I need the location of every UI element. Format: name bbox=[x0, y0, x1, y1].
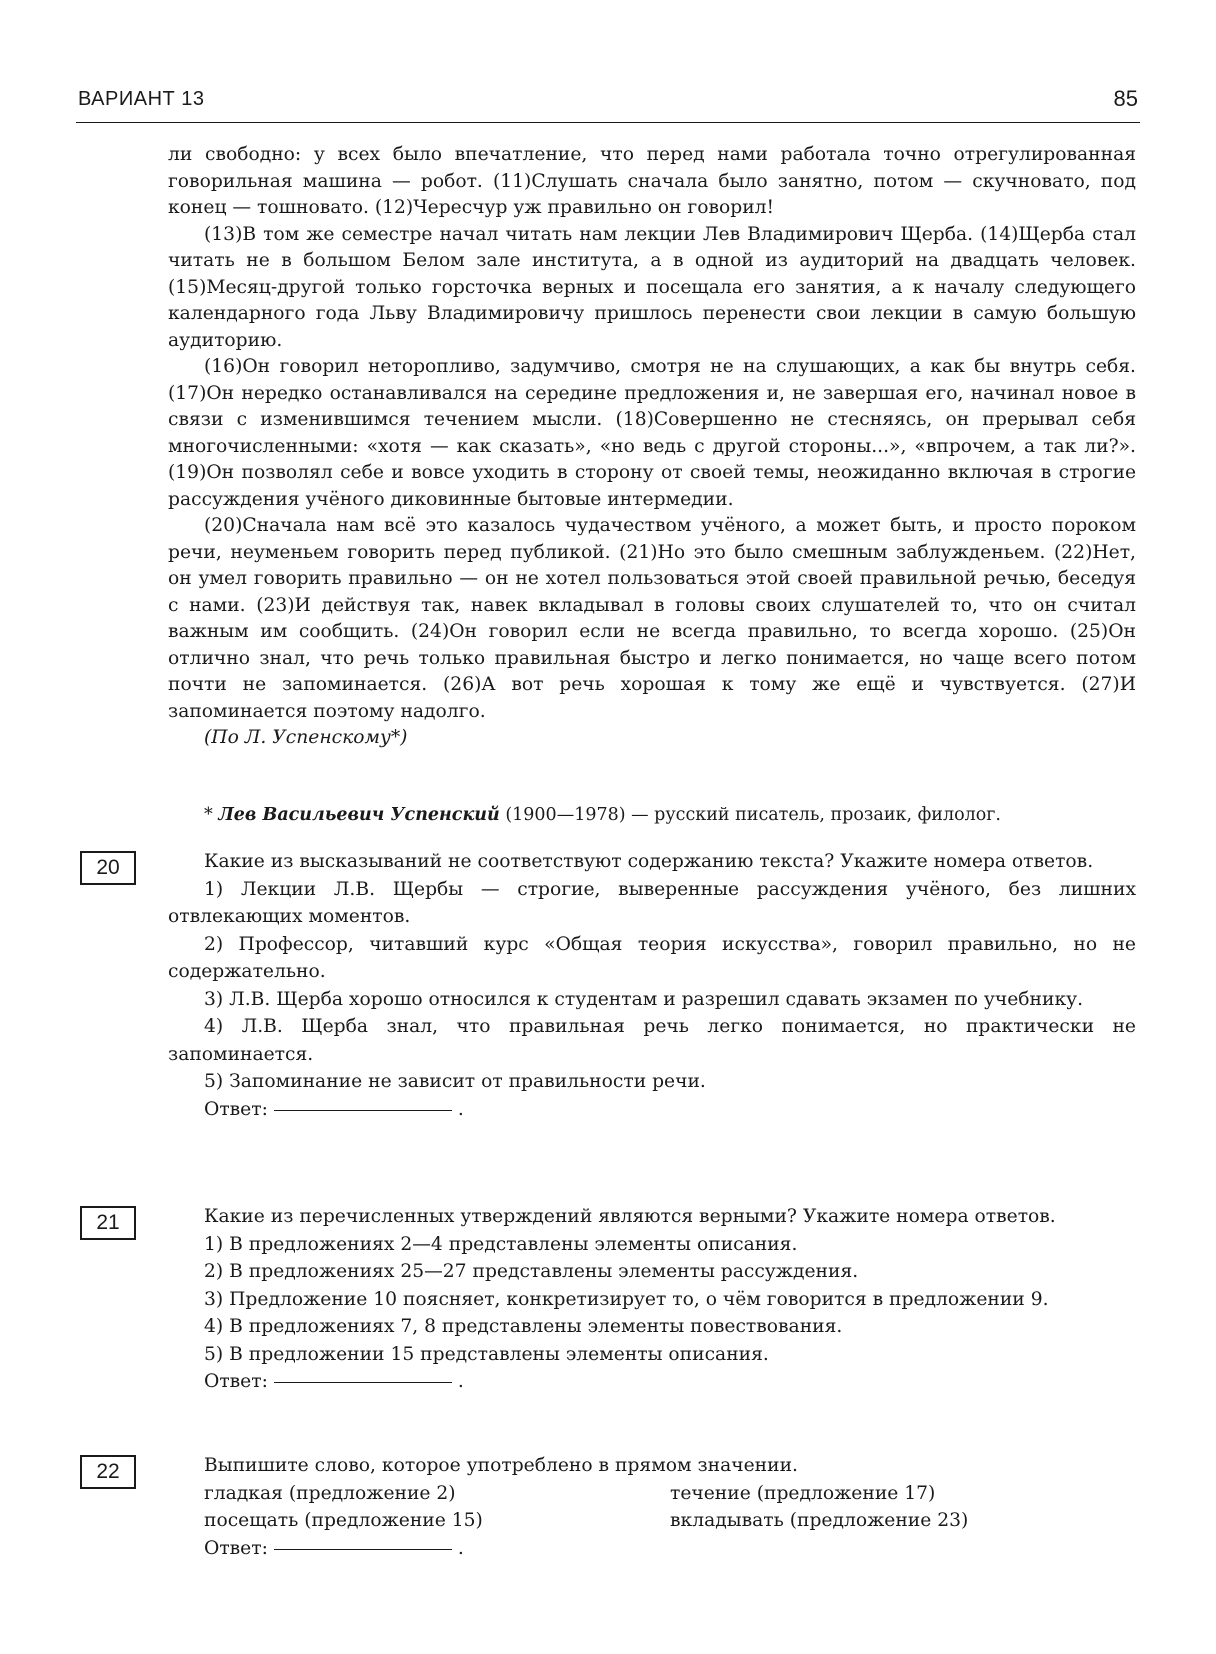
task-body bbox=[168, 1452, 1136, 1562]
variant-title: ВАРИАНТ 13 bbox=[78, 88, 205, 110]
footnote-marker: * bbox=[204, 805, 219, 825]
header-rule bbox=[76, 122, 1140, 123]
word-option: течение (предложение 17) bbox=[670, 1482, 936, 1504]
answer-option: 5) В предложении 15 представлены элементы описания. bbox=[204, 1343, 769, 1365]
task-body bbox=[168, 1203, 1136, 1396]
answer-row bbox=[168, 1535, 1136, 1563]
text-source: (По Л. Успенскому*) bbox=[204, 727, 408, 748]
answer-field[interactable] bbox=[274, 1382, 452, 1383]
answer-option: 3) Л.В. Щерба хорошо относился к студентам и разрешил сдавать экзамен по учебнику. bbox=[204, 988, 1084, 1010]
answer-label: Ответ: bbox=[204, 1371, 268, 1392]
text-paragraph: (13)В том же семестре начал читать нам лекции Лев Владимирович Щерба. (14)Щерба стал читать не в большом Белом зале института, а в одной из аудиторий на двадцать человек. (15)Месяц-другой только горсточка верных и посещала его занятия, а к началу следующего календарного года Льву Владимировичу пришлось перенести свои лекции в самую большую аудиторию. bbox=[168, 223, 1136, 351]
text-paragraph: (16)Он говорил неторопливо, задумчиво, смотря не на слушающих, а как бы внутрь себя. (17)Он нередко останавливался на середине предложения и, не завершая его, начинал новое в связи с изменившимся течением мысли. (18)Совершенно не стесняясь, он прерывал себя многочисленными: «хотя — как сказать», «но ведь с другой стороны...», «впрочем, а так ли?». (19)Он позволял себе и вовсе уходить в сторону от своей темы, неожиданно включая в строгие рассуждения учёного диковинные бытовые интермедии. bbox=[168, 356, 1136, 510]
answer-field[interactable] bbox=[274, 1110, 452, 1111]
answer-option: 1) В предложениях 2—4 представлены элементы описания. bbox=[204, 1233, 798, 1255]
task-question: Какие из высказываний не соответствуют содержанию текста? Укажите номера ответов. bbox=[204, 851, 1094, 872]
footnote-text: (1900—1978) — русский писатель, прозаик, филолог. bbox=[499, 805, 1001, 825]
answer-option: 1) Лекции Л.В. Щербы — строгие, выверенные рассуждения учёного, без лишних отвлекающих моментов. bbox=[168, 878, 1136, 927]
answer-option: 3) Предложение 10 поясняет, конкретизирует то, о чём говорится в предложении 9. bbox=[204, 1288, 1049, 1310]
text-paragraph: (20)Сначала нам всё это казалось чудачеством учёного, а может быть, и просто пороком речи, неуменьем говорить перед публикой. (21)Но это было смешным заблужденьем. (22)Нет, он умел говорить правильно — он не хотел пользоваться этой своей правильной речью, беседуя с нами. (23)И действуя так, навек вкладывал в головы своих слушателей то, что он считал важным им сообщить. (24)Он говорил если не всегда правильно, то всегда хорошо. (25)Он отлично знал, что речь только правильная быстро и легко понимается, но чаще всего потом почти не запоминается. (26)А вот речь хорошая к тому же ещё и чувствуется. (27)И запоминается поэтому надолго. bbox=[168, 515, 1136, 722]
answer-row bbox=[168, 1368, 1136, 1396]
answer-option: 2) Профессор, читавший курс «Общая теория искусства», говорил правильно, но не содержательно. bbox=[168, 933, 1136, 982]
answer-option: 4) Л.В. Щерба знал, что правильная речь легко понимается, но практически не запоминается. bbox=[168, 1016, 1136, 1065]
reading-text bbox=[168, 142, 1136, 752]
task-number-box: 22 bbox=[80, 1455, 136, 1489]
task-question: Какие из перечисленных утверждений являются верными? Укажите номера ответов. bbox=[204, 1206, 1056, 1227]
page-number: 85 bbox=[1113, 86, 1138, 111]
footnote bbox=[168, 803, 1136, 827]
answer-label: Ответ: bbox=[204, 1098, 268, 1120]
answer-row bbox=[168, 1096, 1136, 1124]
word-option: посещать (предложение 15) bbox=[204, 1510, 483, 1531]
word-option: гладкая (предложение 2) bbox=[204, 1482, 456, 1504]
task-number-box: 21 bbox=[80, 1206, 136, 1240]
answer-option: 4) В предложениях 7, 8 представлены элементы повествования. bbox=[204, 1316, 843, 1337]
answer-end: . bbox=[457, 1371, 464, 1392]
task-body bbox=[168, 848, 1136, 1123]
answer-field[interactable] bbox=[274, 1549, 452, 1550]
answer-option: 5) Запоминание не зависит от правильности речи. bbox=[204, 1071, 706, 1092]
answer-end: . bbox=[457, 1098, 464, 1120]
answer-option: 2) В предложениях 25—27 представлены элементы рассуждения. bbox=[204, 1261, 859, 1282]
word-options bbox=[168, 1480, 1136, 1535]
footnote-author-name: Лев Васильевич Успенский bbox=[218, 805, 500, 825]
task-number-box: 20 bbox=[80, 851, 136, 885]
word-option: вкладывать (предложение 23) bbox=[670, 1510, 969, 1531]
task-question: Выпишите слово, которое употреблено в прямом значении. bbox=[204, 1455, 798, 1476]
answer-end: . bbox=[457, 1537, 464, 1559]
answer-label: Ответ: bbox=[204, 1537, 268, 1559]
text-paragraph: ли свободно: у всех было впечатление, что перед нами работала точно отрегулированная говорильная машина — робот. (11)Слушать сначала было занятно, потом — скучновато, под конец — тошновато. (12)Чересчур уж правильно он говорил! bbox=[168, 144, 1136, 218]
